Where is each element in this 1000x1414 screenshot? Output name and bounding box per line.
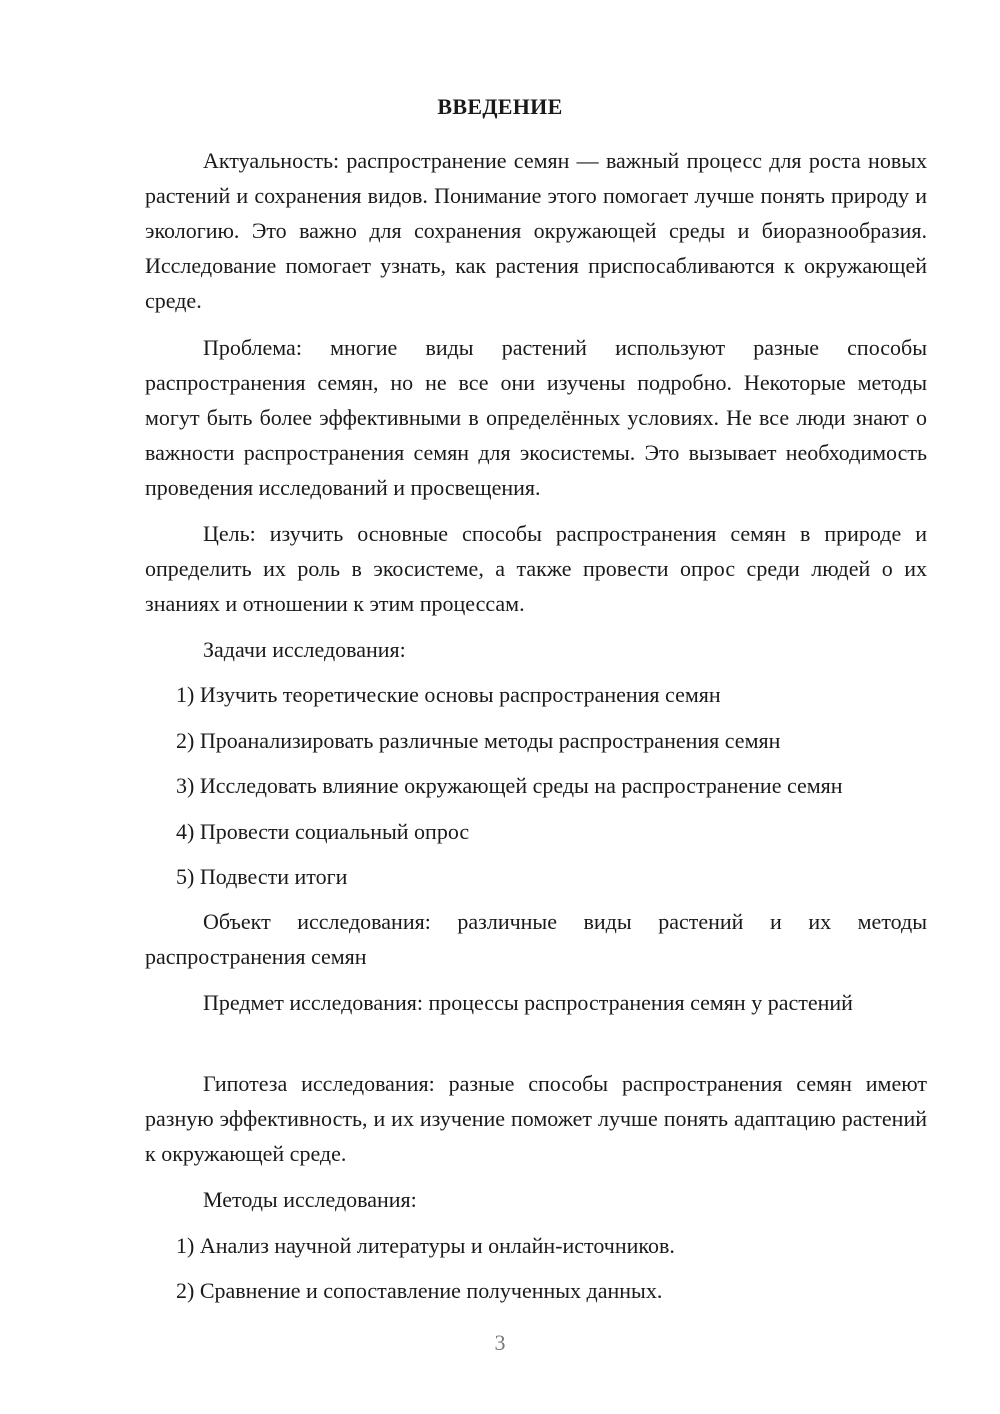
method-item: 2) Сравнение и сопоставление полученных данных. xyxy=(176,1278,663,1303)
goal-paragraph: Цель: изучить основные способы распространения семян в природе и определить их роль в экосистеме, а также провести опрос среди людей о их знаниях и отношении к этим процессам. xyxy=(145,521,927,616)
task-item: 5) Подвести итоги xyxy=(176,864,348,889)
subject-paragraph: Предмет исследования: процессы распространения семян у растений xyxy=(203,990,853,1015)
hypothesis-paragraph: Гипотеза исследования: разные способы распространения семян имеют разную эффективность, и их изучение поможет лучше понять адаптацию растений к окружающей среде. xyxy=(145,1071,927,1166)
object-paragraph: Объект исследования: различные виды растений и их методы распространения семян xyxy=(145,909,927,969)
task-item: 2) Проанализировать различные методы распространения семян xyxy=(176,728,781,753)
task-item: 1) Изучить теоретические основы распространения семян xyxy=(176,682,721,707)
page-title: ВВЕДЕНИЕ xyxy=(437,94,563,119)
method-item: 1) Анализ научной литературы и онлайн-источников. xyxy=(176,1233,675,1258)
relevance-paragraph: Актуальность: распространение семян — важный процесс для роста новых растений и сохранения видов. Понимание этого помогает лучше понять природу и экологию. Это важно для сохранения окружающей среды и биоразнообразия. Исследование помогает узнать, как растения приспосабливаются к окружающей среде. xyxy=(145,148,927,313)
methods-heading: Методы исследования: xyxy=(203,1187,417,1212)
task-item: 3) Исследовать влияние окружающей среды на распространение семян xyxy=(176,773,843,798)
tasks-heading: Задачи исследования: xyxy=(203,637,406,662)
problem-paragraph: Проблема: многие виды растений используют разные способы распространения семян, но не все они изучены подробно. Некоторые методы могут быть более эффективными в определённых условиях. Не все люди знают о важности распространения семян для экосистемы. Это вызывает необходимость проведения исследований и просвещения. xyxy=(145,335,927,500)
page-number: 3 xyxy=(494,1330,506,1355)
task-item: 4) Провести социальный опрос xyxy=(176,819,470,844)
